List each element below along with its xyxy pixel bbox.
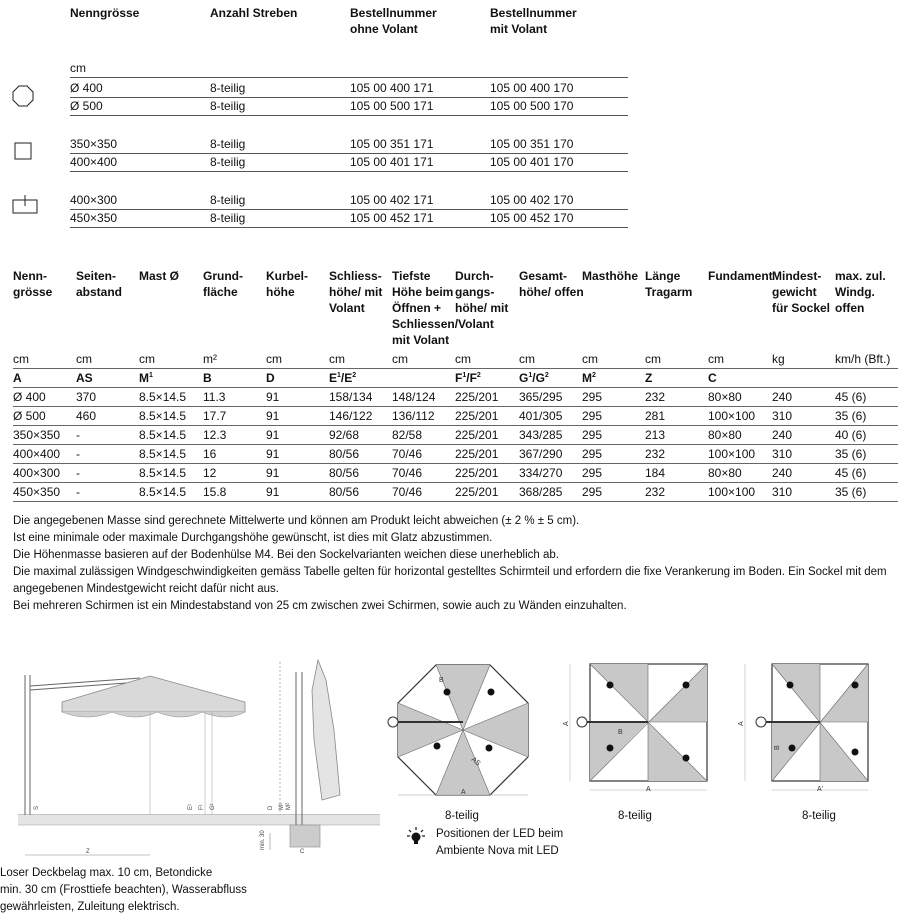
spec-cell: 91 (266, 447, 280, 461)
sq-dim-a-bottom: A (646, 786, 651, 793)
spec-col-header: Fundament (708, 269, 773, 283)
rect-label: 8-teilig (802, 810, 836, 822)
rect-dim-a-side: A (738, 721, 745, 726)
spec-cell: 91 (266, 409, 280, 423)
spec-cell: 100×100 (708, 447, 756, 461)
spec-cell: 295 (582, 390, 603, 404)
spec-cell: 35 (6) (835, 409, 867, 423)
dim-e1-label: E¹ (188, 804, 194, 810)
dim-f1-label: F¹ (199, 804, 205, 810)
spec-cell: 12.3 (203, 428, 227, 442)
row-divider (13, 463, 898, 464)
spec-col-header: Seiten- abstand (76, 269, 123, 299)
octagon-plan-diagram (385, 660, 545, 803)
spec-code: B (203, 371, 212, 385)
spec-cell: 232 (645, 485, 666, 499)
row-divider (13, 368, 898, 369)
spec-unit: cm (645, 352, 661, 366)
side-view-svg (0, 650, 400, 865)
spec-col-header: Nenn- grösse (13, 269, 53, 299)
note-line: Die maximal zulässigen Windgeschwindigkeiten gemäss Tabelle gelten für horizontal gestelltes Schirmteil und erfordern die fixe Verankerung im Boden. Ein Sockel mit dem (13, 566, 887, 578)
order-cell: Ø 400 (70, 81, 103, 95)
spec-cell: 40 (6) (835, 428, 867, 442)
spec-cell: 240 (772, 390, 793, 404)
spec-cell: 334/270 (519, 466, 563, 480)
spec-cell: 146/122 (329, 409, 373, 423)
order-cell: Ø 500 (70, 99, 103, 113)
spec-cell: 281 (645, 409, 666, 423)
spec-cell: 225/201 (455, 409, 499, 423)
spec-col-header: Mast Ø (139, 269, 180, 283)
spec-cell: 45 (6) (835, 390, 867, 404)
spec-unit: cm (582, 352, 598, 366)
col-header-bestell-ohne: Bestellnummer ohne Volant (350, 6, 437, 36)
spec-col-header: Schliess- höhe/ mit Volant (329, 269, 383, 315)
rectangle-mast-icon (11, 193, 39, 220)
spec-unit: cm (708, 352, 724, 366)
spec-cell: 158/134 (329, 390, 373, 404)
order-cell: 105 00 401 170 (490, 155, 574, 169)
spec-cell: 8.5×14.5 (139, 390, 187, 404)
order-cell: 105 00 452 170 (490, 211, 574, 225)
spec-unit: cm (455, 352, 471, 366)
octagon-plan-svg (385, 660, 545, 800)
square-label: 8-teilig (618, 810, 652, 822)
octagon-icon (11, 84, 35, 111)
spec-unit: cm (13, 352, 29, 366)
square-plan-diagram (560, 660, 720, 803)
order-cell: 8-teilig (210, 137, 246, 151)
spec-code: $M^2$ (582, 371, 596, 385)
oct-dim-as: AS (469, 756, 482, 768)
spec-cell: Ø 500 (13, 409, 46, 423)
spec-code: D (266, 371, 275, 385)
order-cell: 105 00 351 171 (350, 137, 434, 151)
dim-c-label: C (300, 849, 305, 855)
spec-col-header: Länge Tragarm (645, 269, 693, 299)
spec-cell: 70/46 (392, 466, 423, 480)
square-plan-svg (560, 660, 720, 800)
note-line: Bei mehreren Schirmen ist ein Mindestabstand von 25 cm zwischen zwei Schirmen, sowie auch zu Wänden einzuhalten. (13, 600, 627, 612)
spec-cell: 225/201 (455, 485, 499, 499)
spec-unit: cm (329, 352, 345, 366)
spec-cell: 91 (266, 466, 280, 480)
spec-cell: - (76, 466, 80, 480)
sq-dim-a-side: A (563, 721, 570, 726)
spec-cell: - (76, 447, 80, 461)
spec-cell: 82/58 (392, 428, 423, 442)
spec-cell: 92/68 (329, 428, 360, 442)
spec-cell: 45 (6) (835, 466, 867, 480)
spec-cell: 400×400 (13, 447, 61, 461)
dim-s-label: S (34, 805, 40, 810)
order-cell: 105 00 452 171 (350, 211, 434, 225)
order-cell: 105 00 402 171 (350, 193, 434, 207)
order-cell: 8-teilig (210, 99, 246, 113)
side-caption: Loser Deckbelag max. 10 cm, Betondicke min. 30 cm (Frosttiefe beachten), Wasserabfluss gewährleisten, Zuleitung elektrisch. (0, 867, 247, 913)
oct-dim-b: B (439, 677, 444, 684)
row-divider (13, 425, 898, 426)
dim-g1-label: G¹ (210, 803, 216, 810)
rect-dim-b: B (774, 745, 781, 750)
spec-cell: 136/112 (392, 409, 435, 423)
spec-cell: 295 (582, 428, 603, 442)
square-icon (11, 139, 35, 166)
spec-cell: 80/56 (329, 466, 360, 480)
order-cell: 105 00 402 170 (490, 193, 574, 207)
spec-cell: 80×80 (708, 390, 742, 404)
side-view-drawing (0, 650, 400, 868)
spec-unit: cm (76, 352, 92, 366)
spec-col-header: Masthöhe (582, 269, 639, 283)
spec-cell: 232 (645, 447, 666, 461)
spec-cell: 310 (772, 409, 793, 423)
octagon-label: 8-teilig (445, 810, 479, 822)
bulb-icon (406, 826, 426, 846)
spec-cell: 232 (645, 390, 666, 404)
order-cell: 450×350 (70, 211, 118, 225)
spec-cell: 148/124 (392, 390, 436, 404)
spec-cell: Ø 400 (13, 390, 46, 404)
col-header-bestell-mit: Bestellnummer mit Volant (490, 6, 577, 36)
note-line: angegebenen Mindestgewicht reicht dafür nicht aus. (13, 583, 279, 595)
led-legend (406, 826, 426, 849)
spec-cell: 80/56 (329, 485, 360, 499)
note-line: Ist eine minimale oder maximale Durchgangshöhe gewünscht, ist dies mit Glatz abzustimmen. (13, 532, 493, 544)
spec-cell: 91 (266, 390, 280, 404)
spec-cell: 8.5×14.5 (139, 485, 187, 499)
spec-cell: 295 (582, 409, 603, 423)
order-cell: 400×300 (70, 193, 118, 207)
spec-unit: cm (266, 352, 282, 366)
spec-cell: 350×350 (13, 428, 61, 442)
spec-code: $F^1/F^2$ (455, 371, 481, 385)
spec-col-header: Mindest- gewicht für Sockel (772, 269, 831, 315)
spec-cell: 401/305 (519, 409, 563, 423)
spec-cell: 70/46 (392, 447, 423, 461)
col-header-streben: Anzahl Streben (210, 6, 298, 20)
spec-cell: 370 (76, 390, 97, 404)
order-cell: 105 00 500 170 (490, 99, 574, 113)
spec-cell: 184 (645, 466, 666, 480)
spec-col-header: max. zul. Windg. offen (835, 269, 886, 315)
spec-cell: 8.5×14.5 (139, 447, 187, 461)
order-cell: 8-teilig (210, 81, 246, 95)
spec-unit: cm (139, 352, 155, 366)
spec-unit: cm (519, 352, 535, 366)
spec-cell: 225/201 (455, 466, 499, 480)
spec-cell: 310 (772, 485, 793, 499)
spec-col-header: Tiefste Höhe beim Öffnen + Schliessen/Volant mit Volant (392, 269, 494, 347)
spec-cell: 80/56 (329, 447, 360, 461)
rect-dim-a-prime: A' (817, 786, 824, 793)
spec-cell: 213 (645, 428, 666, 442)
order-cell: 350×350 (70, 137, 118, 151)
spec-cell: 450×350 (13, 485, 61, 499)
spec-cell: 80×80 (708, 466, 742, 480)
dim-d-label: D (268, 805, 274, 810)
order-cell: 8-teilig (210, 211, 246, 225)
spec-cell: 225/201 (455, 390, 499, 404)
order-cell: 105 00 400 170 (490, 81, 574, 95)
spec-cell: 460 (76, 409, 97, 423)
spec-cell: 16 (203, 447, 217, 461)
spec-cell: 100×100 (708, 485, 756, 499)
spec-cell: - (76, 428, 80, 442)
spec-cell: 70/46 (392, 485, 423, 499)
spec-cell: 295 (582, 466, 603, 480)
spec-unit: cm (392, 352, 408, 366)
spec-cell: 100×100 (708, 409, 756, 423)
spec-cell: 35 (6) (835, 447, 867, 461)
order-cell: 8-teilig (210, 193, 246, 207)
dim-z-label: Z (86, 849, 90, 855)
oct-dim-a: A (461, 789, 466, 796)
row-divider (13, 444, 898, 445)
spec-code: $G^1/G^2$ (519, 371, 549, 385)
row-divider (13, 387, 898, 388)
spec-cell: 225/201 (455, 428, 499, 442)
spec-unit: km/h (Bft.) (835, 352, 891, 366)
spec-col-header: Durch- gangs- höhe/ mit (455, 269, 509, 315)
spec-cell: - (76, 485, 80, 499)
depth-label: min. 30 (260, 830, 266, 850)
spec-cell: 225/201 (455, 447, 499, 461)
spec-code: $E^1/E^2$ (329, 371, 357, 385)
spec-cell: 367/290 (519, 447, 563, 461)
spec-code: $M^1$ (139, 371, 153, 385)
order-cell: 8-teilig (210, 155, 246, 169)
spec-cell: 91 (266, 428, 280, 442)
spec-cell: 365/295 (519, 390, 563, 404)
spec-cell: 12 (203, 466, 217, 480)
spec-col-header: Kurbel- höhe (266, 269, 308, 299)
spec-unit: kg (772, 352, 785, 366)
spec-cell: 240 (772, 428, 793, 442)
spec-cell: 11.3 (203, 390, 226, 404)
order-cell: 105 00 401 171 (350, 155, 434, 169)
spec-cell: 80×80 (708, 428, 742, 442)
spec-code: C (708, 371, 717, 385)
spec-code: A (13, 371, 22, 385)
spec-cell: 8.5×14.5 (139, 428, 187, 442)
row-divider (13, 501, 898, 502)
spec-cell: 400×300 (13, 466, 61, 480)
spec-col-header: Grund- fläche (203, 269, 243, 299)
spec-cell: 91 (266, 485, 280, 499)
order-cell: 105 00 400 171 (350, 81, 434, 95)
spec-cell: 240 (772, 466, 793, 480)
unit-label: cm (70, 61, 86, 75)
spec-unit: m² (203, 352, 217, 366)
spec-cell: 8.5×14.5 (139, 466, 187, 480)
dim-m1-label: M¹ (279, 803, 285, 810)
row-divider (13, 482, 898, 483)
note-line: Die angegebenen Masse sind gerechnete Mittelwerte und können am Produkt leicht abweichen (± 2 % ± 5 cm). (13, 515, 580, 527)
spec-code: Z (645, 371, 653, 385)
spec-col-header: Gesamt- höhe/ offen (519, 269, 584, 299)
rect-plan-diagram (735, 660, 885, 803)
order-cell: 400×400 (70, 155, 118, 169)
spec-cell: 368/285 (519, 485, 563, 499)
order-cell: 105 00 500 171 (350, 99, 434, 113)
row-divider (13, 406, 898, 407)
spec-cell: 17.7 (203, 409, 227, 423)
spec-cell: 295 (582, 447, 603, 461)
sq-dim-b: B (618, 729, 623, 736)
spec-cell: 15.8 (203, 485, 227, 499)
led-legend-text: Positionen der LED beim Ambiente Nova mit LED (436, 828, 564, 857)
spec-cell: 310 (772, 447, 793, 461)
spec-cell: 343/285 (519, 428, 563, 442)
rect-plan-svg (735, 660, 885, 800)
spec-cell: 8.5×14.5 (139, 409, 187, 423)
spec-code: AS (76, 371, 93, 385)
spec-cell: 295 (582, 485, 603, 499)
dim-m2-label: M² (286, 803, 292, 810)
note-line: Die Höhenmasse basieren auf der Bodenhülse M4. Bei den Sockelvarianten weichen diese unerheblich ab. (13, 549, 559, 561)
spec-cell: 35 (6) (835, 485, 867, 499)
col-header-nenngroesse: Nenngrösse (70, 6, 140, 20)
order-cell: 105 00 351 170 (490, 137, 574, 151)
